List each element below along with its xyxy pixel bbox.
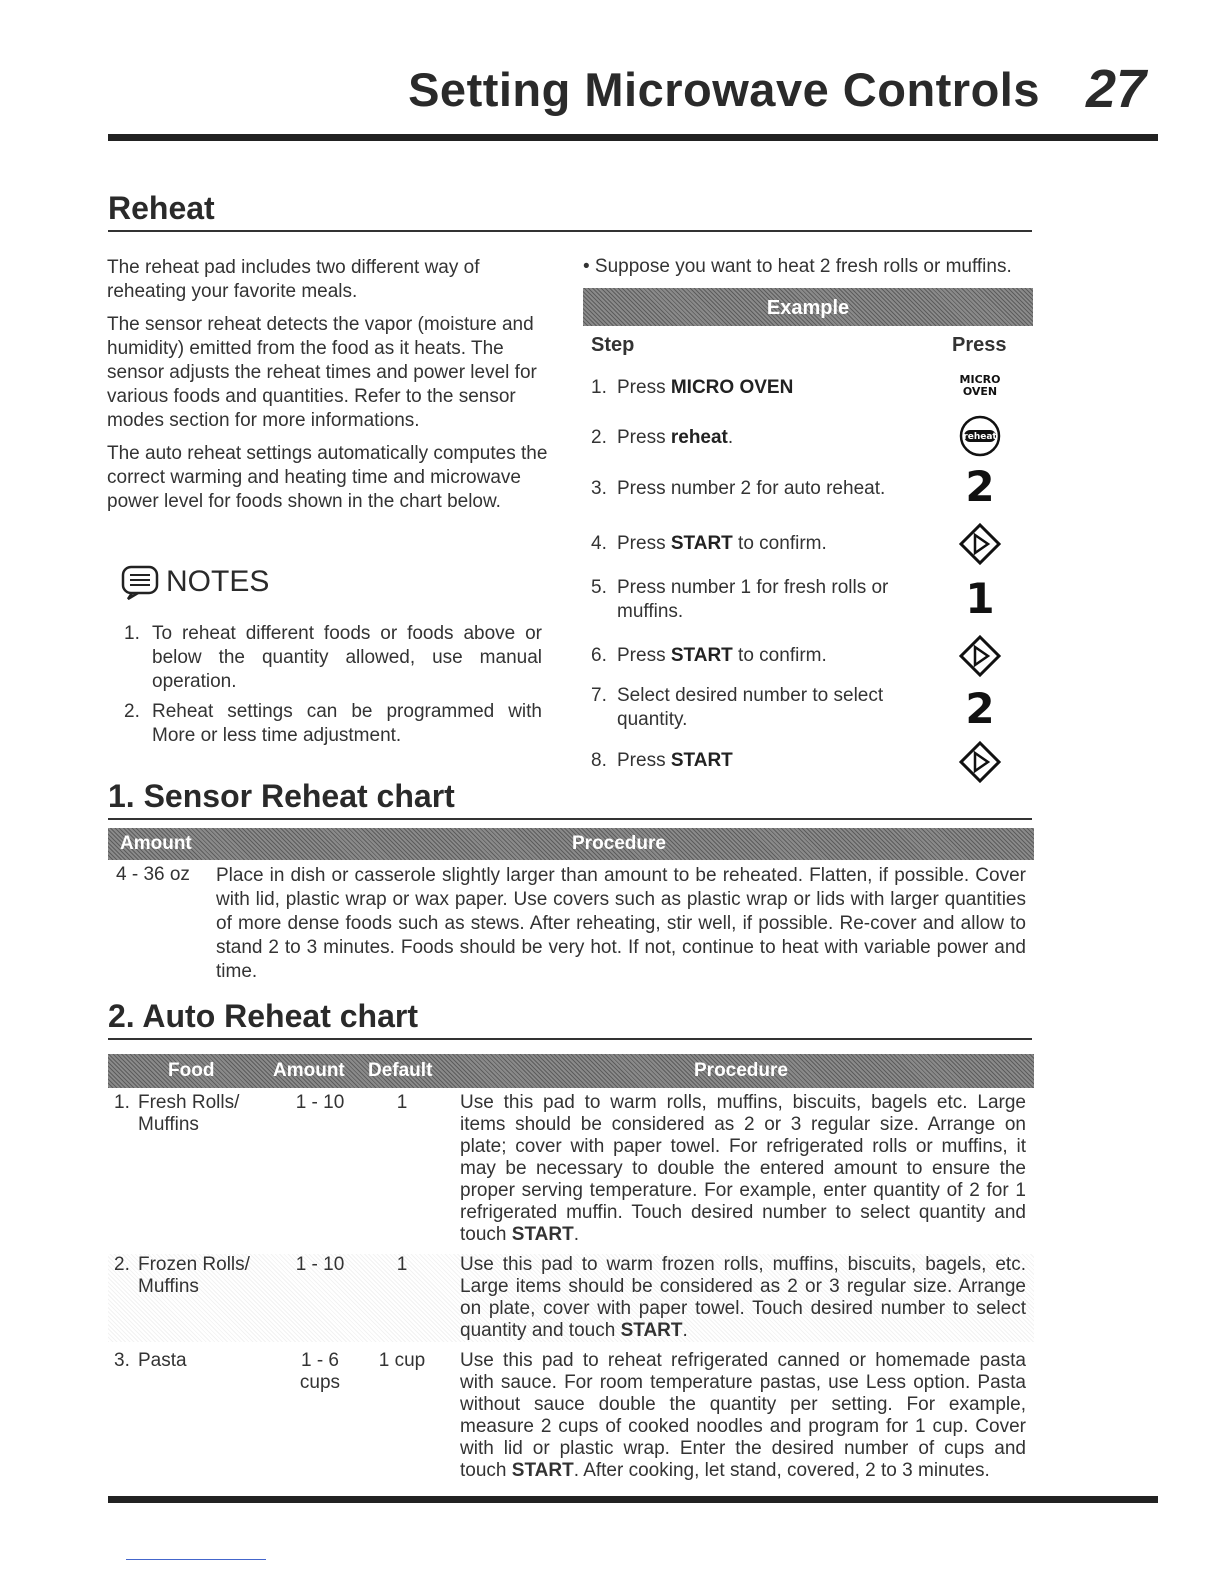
section-rule — [108, 818, 1032, 820]
food-header: Food — [168, 1060, 215, 1081]
section-rule — [108, 230, 1032, 232]
auto-chart-title: 2. Auto Reheat chart — [108, 998, 418, 1034]
header-rule — [108, 134, 1158, 141]
table-row — [108, 1254, 1034, 1342]
number-1-pad: 1 — [965, 574, 995, 623]
intro-paragraph: The reheat pad includes two different way of reheating your favorite meals. — [107, 257, 480, 302]
svg-text:reheat: reheat — [963, 432, 997, 442]
amount-header: Amount — [273, 1060, 345, 1081]
note-item: 1. To reheat different foods or foods above or below the quantity allowed, use manual operation. — [124, 623, 542, 692]
amount-cell: 1 - 6 cups — [299, 1350, 341, 1393]
amount-cell: 1 - 10 — [295, 1254, 345, 1275]
default-header: Default — [368, 1060, 433, 1081]
notes-icon — [120, 564, 160, 600]
example-step: 3. Press number 2 for auto reheat. — [591, 478, 886, 499]
example-step: 1. Press MICRO OVEN — [591, 377, 794, 398]
table-row — [108, 1092, 1034, 1248]
reheat-pad-icon — [940, 414, 1020, 463]
amount-cell: 1 - 10 — [295, 1092, 345, 1113]
reheat-intro — [107, 256, 559, 523]
example-step: 6. Press START to confirm. — [591, 645, 827, 666]
notes-heading — [120, 564, 269, 600]
procedure-header: Procedure — [572, 833, 666, 854]
page-number: 27 — [1086, 59, 1147, 119]
note-item: 2. Reheat settings can be programmed with More or less time adjustment. — [124, 701, 542, 746]
footer-rule — [108, 1496, 1158, 1503]
micro-oven-pad-icon: MICRO OVEN — [959, 373, 1001, 398]
press-header: Press — [952, 334, 1007, 356]
intro-paragraph: The sensor reheat detects the vapor (moisture and humidity) emitted from the food as it heats. The sensor adjusts the reheat times and power level for various foods and quantities. Refer to the sensor modes section for more informations. — [107, 314, 537, 431]
default-cell: 1 — [396, 1254, 408, 1275]
example-band: Example — [583, 288, 1033, 326]
number-2-pad: 2 — [965, 684, 995, 733]
food-cell: 2. Frozen Rolls/ Muffins — [114, 1254, 250, 1297]
section-rule — [108, 1038, 1032, 1040]
auto-table-header — [108, 1054, 1034, 1088]
page-title: Setting Microwave Controls — [408, 63, 1040, 116]
sensor-chart-title: 1. Sensor Reheat chart — [108, 778, 455, 814]
food-cell: 3. Pasta — [114, 1350, 187, 1371]
start-icon — [940, 522, 1020, 571]
food-cell: 1. Fresh Rolls/ Muffins — [114, 1092, 240, 1135]
table-row — [108, 1350, 1034, 1484]
footer-line — [126, 1559, 266, 1560]
number-2-pad: 2 — [965, 462, 995, 511]
amount-header: Amount — [120, 833, 192, 854]
sensor-amount: 4 - 36 oz — [116, 864, 190, 885]
sensor-table-header — [108, 828, 1034, 860]
default-cell: 1 cup — [378, 1350, 426, 1371]
reheat-section-title: Reheat — [108, 190, 215, 226]
reheat-button-icon — [958, 414, 1002, 458]
procedure-header: Procedure — [694, 1060, 788, 1081]
notes-list — [124, 622, 542, 754]
example-step: 4. Press START to confirm. — [591, 533, 827, 554]
example-intro: • Suppose you want to heat 2 fresh rolls or muffins. — [583, 256, 1012, 277]
sensor-procedure: Place in dish or casserole slightly larger than amount to be reheated. Flatten, if possible. Cover with lid, plastic wrap or wax paper. Use covers such as plastic wrap or lids with larger quantities of more dense foods such as stews. After reheating, stir well, if possible. Re-cover and allow to stand 2 to 3 minutes. Foods should be very hot. If not, continue to heat with variable power and time. — [216, 865, 1026, 982]
example-step: 2. Press reheat. — [591, 427, 734, 448]
start-icon — [940, 740, 1020, 789]
example-step: 8. Press START — [591, 750, 733, 771]
procedure-cell: Use this pad to warm frozen rolls, muffins, biscuits, bagels, etc. Large items should be considered as 2 or 3 regular size. Arrange on plate, cover with paper towel. Touch desired number to select quantity and touch START. — [460, 1254, 1026, 1341]
notes-title: NOTES — [166, 565, 270, 598]
step-header: Step — [591, 334, 635, 356]
example-step: 5. Press number 1 for fresh rolls or muffins. — [591, 577, 889, 622]
start-icon — [940, 634, 1020, 683]
procedure-cell: Use this pad to reheat refrigerated canned or homemade pasta with sauce. For room temperature pastas, use Less option. Pasta without sauce double the quantity per setting. For example, measure 2 cups of cooked noodles and program for 1 cup. Cover with lid or plastic wrap. Enter the desired number of cups and touch START. After cooking, let stand, covered, 2 to 3 minutes. — [460, 1350, 1026, 1481]
default-cell: 1 — [396, 1092, 408, 1113]
intro-paragraph: The auto reheat settings automatically computes the correct warming and heating time and microwave power level for foods shown in the chart below. — [107, 443, 548, 512]
example-step: 7. Select desired number to select quantity. — [591, 685, 884, 730]
procedure-cell: Use this pad to warm rolls, muffins, biscuits, bagels etc. Large items should be considered as 2 or 3 regular size. Arrange on plate; cover with paper towel. For refrigerated rolls or muffins, it may be necessary to double the entered amount to ensure the proper serving temperature. For example, enter quantity of 2 for 1 refrigerated muffin. Touch desired number to select quantity and touch START. — [460, 1092, 1026, 1245]
